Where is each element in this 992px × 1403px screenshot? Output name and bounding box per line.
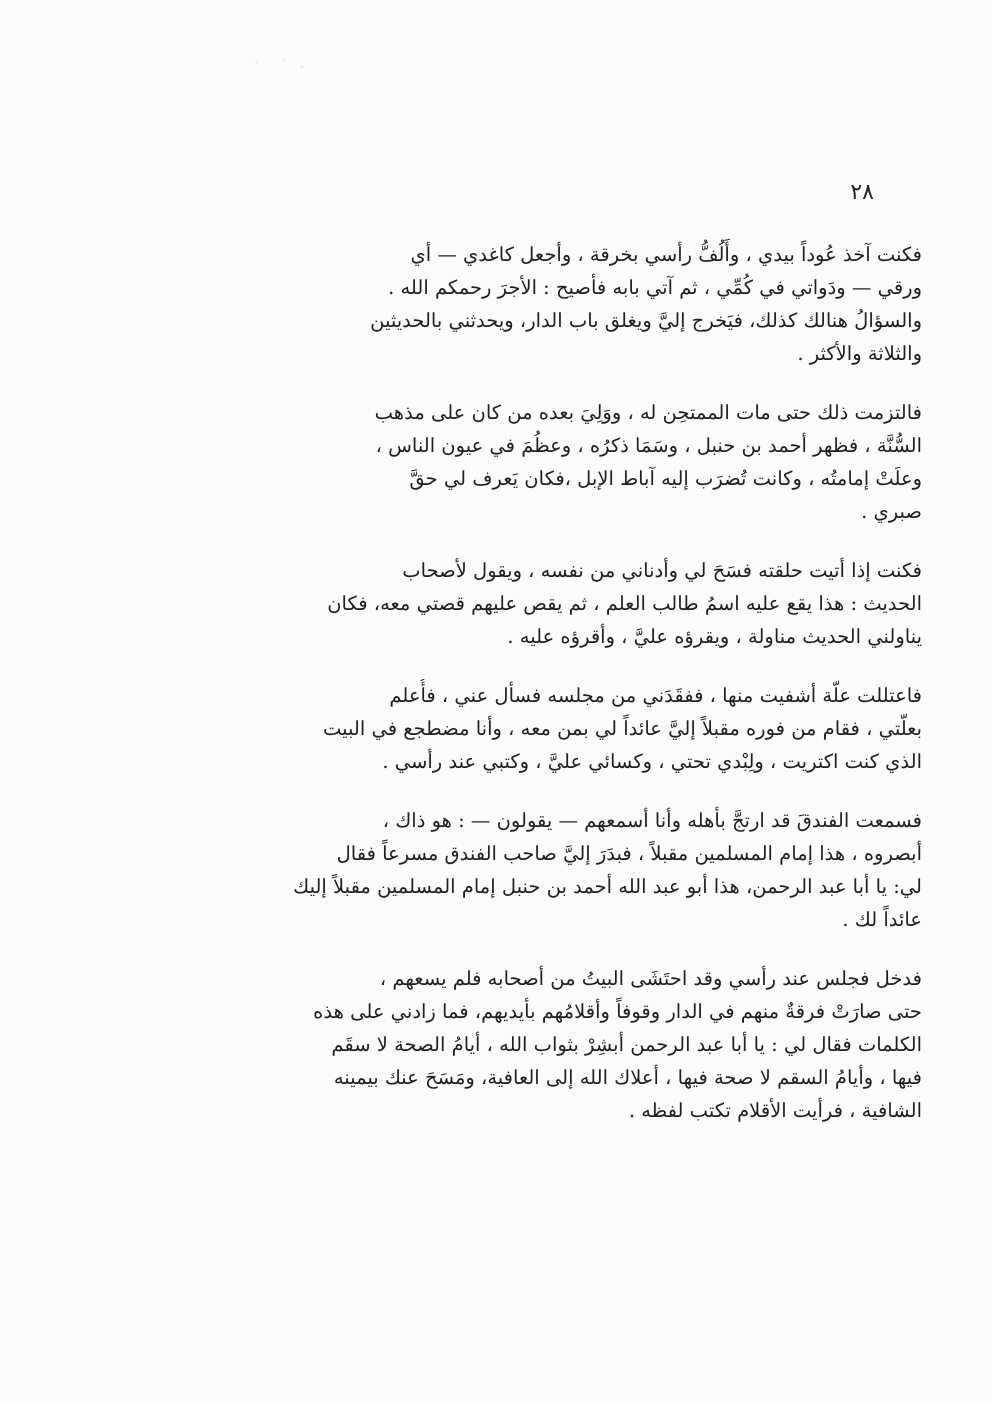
paragraph-5	[196, 804, 922, 936]
text-line: فاعتللت علّة أشفيت منها ، ففقَدَني من مجلسه فسأل عني ، فأُعلم	[389, 684, 922, 707]
paragraph-4	[196, 679, 922, 778]
text-line: بعلّتي ، فقام من فوره مقبلاً إليَّ عائداً لي بمن معه ، وأنا مضطجع في البيت	[322, 717, 922, 740]
paragraph-1	[196, 238, 922, 370]
text-line: لي: يا أبا عبد الرحمن، هذا أبو عبد الله أحمد بن حنبل إمام المسلمين مقبلاً إليك	[293, 875, 922, 898]
text-line: ورقي — ودَواتي في كُمِّي ، ثم آتي بابه فأصيح : الأجرَ رحمكم الله .	[388, 276, 922, 299]
paragraph-2	[196, 396, 922, 528]
body-text	[196, 238, 922, 1153]
text-line: أبصروه ، هذا إمام المسلمين مقبلاً ، فبدَرَ إليَّ صاحب الفندق مسرعاً فقال	[336, 842, 922, 865]
text-line: الشافية ، فرأيت الأقلام تكتب لفظه .	[628, 1099, 922, 1122]
text-line: الحديث : هذا يقع عليه اسمُ طالب العلم ، ثم يقص عليهم قصتي معه، فكان	[327, 592, 922, 615]
text-line: الذي كنت اكتريت ، ولِبْدي تحتي ، وكسائي عليَّ ، وكتبي عند رأسي .	[382, 750, 922, 773]
text-line: فكنت آخذ عُوداً بيدي ، وأَلُفُّ رأسي بخرقة ، وأجعل كاغدي — أي	[410, 243, 922, 266]
scan-artifact	[230, 50, 320, 74]
text-line: عائداً لك .	[842, 908, 922, 931]
text-line: فسمعت الفندقَ قد ارتجَّ بأهله وأنا أسمعهم — يقولون — : هو ذاك ،	[382, 809, 922, 832]
text-line: حتى صارَتْ فرقةٌ منهم في الدار وقوفاً وأقلامُهم بأيديهم، فما زادني على هذه	[313, 1000, 922, 1023]
text-line: الكلمات فقال لي : يا أبا عبد الرحمن أبشِرْ بثواب الله ، أيامُ الصحة لا سقَم	[331, 1033, 922, 1056]
text-line: فكنت إذا أتيت حلقته فسَحَ لي وأدناني من نفسه ، ويقول لأصحاب	[402, 559, 922, 582]
text-line: والسؤالُ هنالك كذلك، فيَخرج إليَّ ويغلق باب الدار، ويحدثني بالحديثين	[370, 309, 922, 332]
text-line: فالتزمت ذلك حتى مات الممتحِن له ، ووَلِيَ بعده من كان على مذهب	[374, 401, 922, 424]
text-line: فيها ، وأيامُ السقم لا صحة فيها ، أعلاك الله إلى العافية، ومَسَحَ عنك بيمينه	[333, 1066, 922, 1089]
text-line: يناولني الحديث مناولة ، ويقرؤه عليَّ ، وأقرؤه عليه .	[507, 625, 922, 648]
text-line: صبري .	[861, 500, 922, 523]
paragraph-6	[196, 962, 922, 1127]
text-line: والثلاثة والأكثر .	[797, 342, 922, 365]
text-line: وعلَتْ إمامتُه ، وكانت تُضرَب إليه آباط الإبل ،فكان يَعرف لي حقَّ	[409, 467, 922, 490]
text-line: فدخل فجلس عند رأسي وقد احتَشَى البيتُ من أصحابه فلم يسعهم ،	[379, 967, 922, 990]
paragraph-3	[196, 554, 922, 653]
text-line: السُّنَّة ، فظهر أحمد بن حنبل ، وسَمَا ذكرُه ، وعظُمَ في عيون الناس ،	[375, 434, 922, 457]
page-number: ٢٨	[850, 180, 874, 205]
